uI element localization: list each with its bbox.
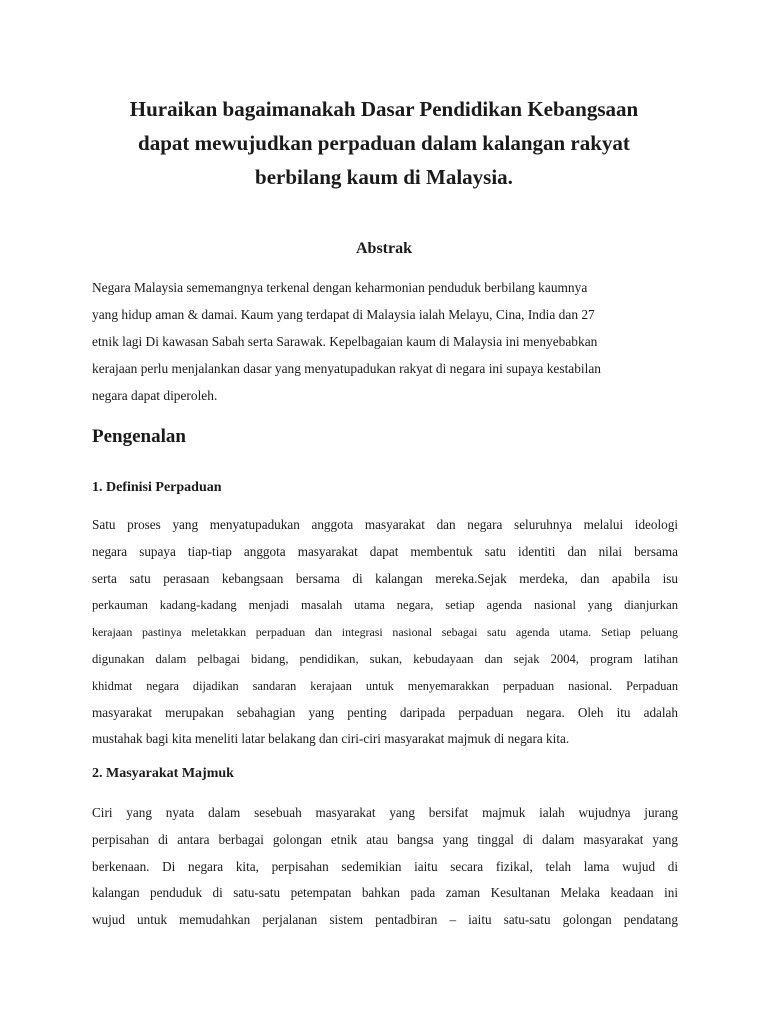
abstract-line: Negara Malaysia sememangnya terkenal dengan keharmonian penduduk berbilang kaumnya — [92, 280, 588, 295]
paragraph-line: berkenaan. Di negara kita, perpisahan sedemikian iaitu secara fizikal, telah lama wujud di — [92, 858, 678, 874]
paragraph-line: Ciri yang nyata dalam sesebuah masyarakat yang bersifat majmuk ialah wujudnya jurang — [92, 805, 678, 820]
section-heading-pengenalan: Pengenalan — [92, 426, 186, 447]
paragraph-line: wujud untuk memudahkan perjalanan sistem pentadbiran – iaitu satu-satu golongan pendatang — [92, 912, 678, 928]
paragraph-line: digunakan dalam pelbagai bidang, pendidikan, sukan, kebudayaan dan sejak 2004, program latihan — [92, 651, 678, 666]
abstract-line: kerajaan perlu menjalankan dasar yang menyatupadukan rakyat di negara ini supaya kestabilan — [92, 361, 602, 376]
title-line: dapat mewujudkan perpaduan dalam kalangan rakyat — [138, 131, 630, 155]
title-line: berbilang kaum di Malaysia. — [255, 165, 513, 189]
paragraph-line: perpisahan di antara berbagai golongan etnik atau bangsa yang tinggal di dalam masyarakat yang — [92, 831, 678, 847]
paragraph-line: perkauman kadang-kadang menjadi masalah utama negara, setiap agenda nasional yang dianjurkan — [92, 598, 678, 613]
paragraph-line: mustahak bagi kita meneliti latar belakang dan ciri-ciri masyarakat majmuk di negara kita. — [92, 731, 570, 747]
subheading-definisi-perpaduan: 1. Definisi Perpaduan — [92, 480, 222, 495]
abstract-line: yang hidup aman & damai. Kaum yang terdapat di Malaysia ialah Melayu, Cina, India dan 27 — [92, 307, 595, 322]
paragraph-line: masyarakat merupakan sebahagian yang penting daripada perpaduan negara. Oleh itu adalah — [92, 704, 678, 720]
paragraph-line: Satu proses yang menyatupadukan anggota masyarakat dan negara seluruhnya melalui ideologi — [92, 517, 678, 532]
paragraph-line: kalangan penduduk di satu-satu petempatan bahkan pada zaman Kesultanan Melaka keadaan ini — [92, 885, 678, 901]
title-line: Huraikan bagaimanakah Dasar Pendidikan Kebangsaan — [129, 97, 639, 121]
abstract-paragraph — [92, 274, 676, 409]
abstract-heading: Abstrak — [355, 240, 412, 257]
paragraph-masyarakat-majmuk — [92, 800, 678, 934]
abstract-line: etnik lagi Di kawasan Sabah serta Sarawak. Kepelbagaian kaum di Malaysia ini menyebabkan — [92, 334, 598, 349]
paragraph-definisi-perpaduan — [92, 512, 678, 753]
paragraph-line: serta satu perasaan kebangsaan bersama di kalangan mereka.Sejak merdeka, dan apabila isu — [92, 570, 678, 586]
abstract-line: negara dapat diperoleh. — [92, 388, 218, 403]
paragraph-line: negara supaya tiap-tiap anggota masyarakat dapat membentuk satu identiti dan nilai bersama — [92, 543, 678, 559]
paragraph-line: khidmat negara dijadikan sandaran kerajaan untuk menyemarakkan perpaduan nasional. Perpaduan — [92, 678, 678, 693]
document-title — [92, 92, 676, 194]
subheading-masyarakat-majmuk: 2. Masyarakat Majmuk — [92, 766, 234, 781]
paragraph-line: kerajaan pastinya meletakkan perpaduan dan integrasi nasional sebagai satu agenda utama. Setiap peluang — [92, 625, 678, 640]
